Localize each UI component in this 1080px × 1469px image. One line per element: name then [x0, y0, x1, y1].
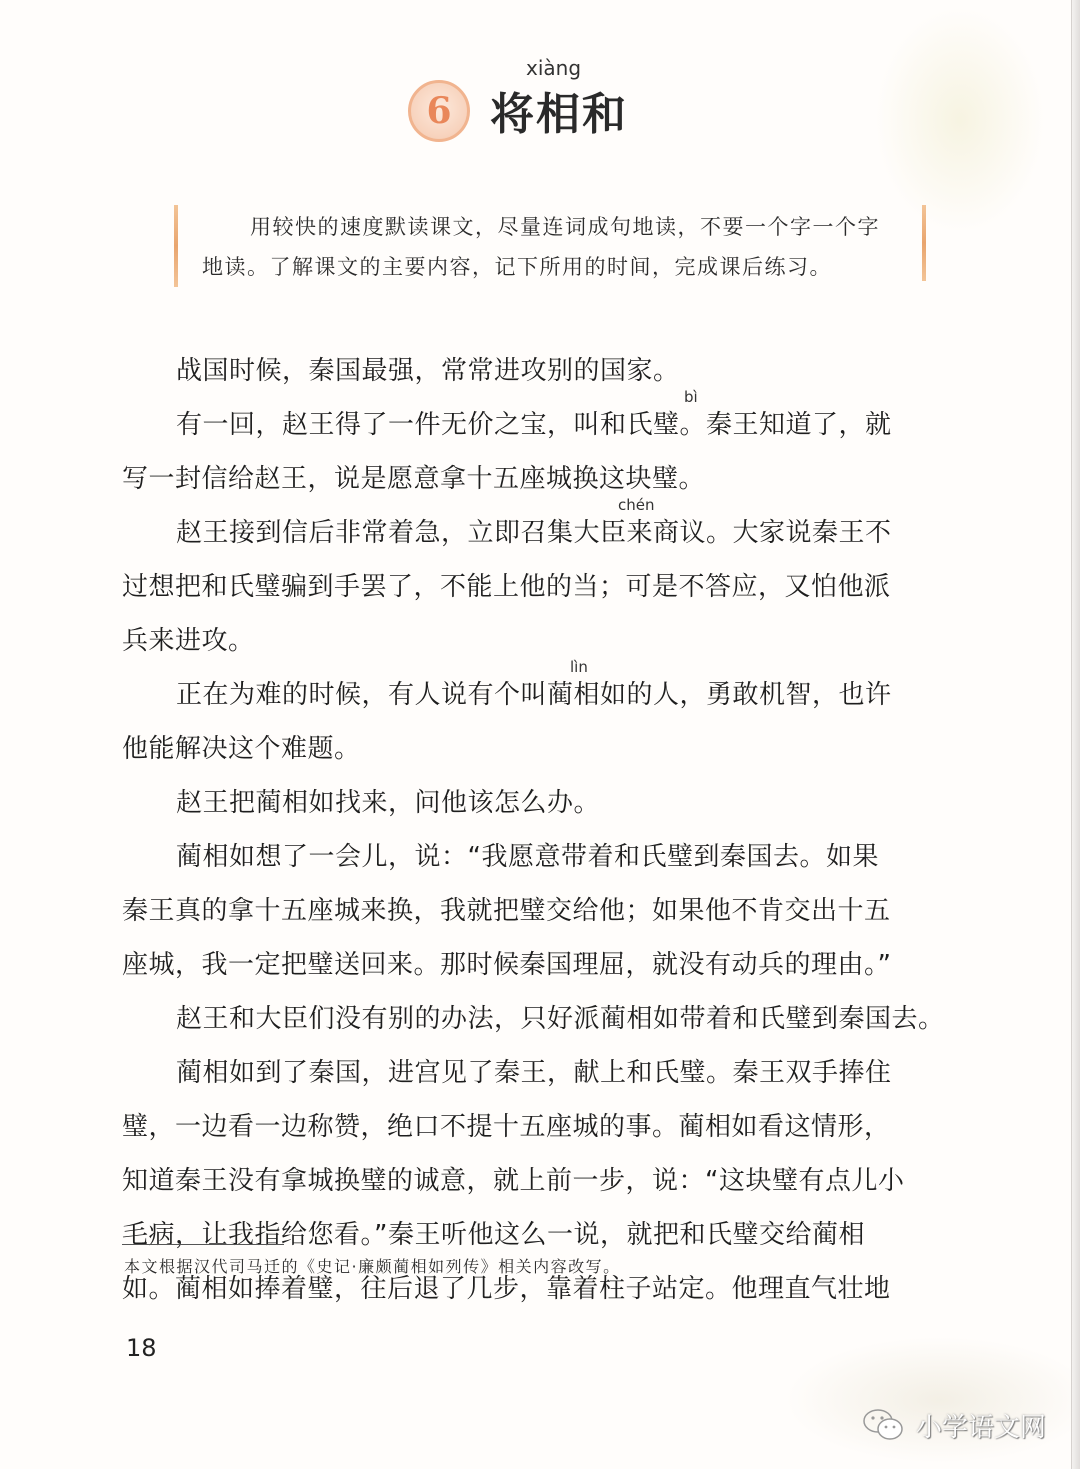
body-line-text: 毛病，让我指给您看。”秦王听他这么一说，就把和氏璧交给蔺相: [122, 1220, 865, 1250]
guide-line: 地读。了解课文的主要内容，记下所用的时间，完成课后练习。: [202, 255, 832, 279]
lesson-number: 6: [426, 90, 452, 132]
body-line-text: 座城，我一定把璧送回来。那时候秦国理屈，就没有动兵的理由。”: [122, 950, 892, 980]
body-line-text: 知道秦王没有拿城换璧的诚意，就上前一步，说：“这块璧有点儿小: [122, 1166, 905, 1196]
body-line: [122, 388, 934, 452]
pinyin-annotation: chén: [618, 496, 655, 514]
wechat-icon: [862, 1408, 906, 1442]
body-line: [122, 1100, 934, 1154]
body-line: [122, 344, 934, 398]
body-line-text: 蔺相如到了秦国，进宫见了秦王，献上和氏璧。秦王双手捧住: [176, 1058, 892, 1088]
body-line: [122, 614, 934, 668]
body-line: [122, 1046, 934, 1100]
guide-line: 用较快的速度默读课文，尽量连词成句地读，不要一个字一个字: [250, 215, 880, 239]
body-line-text: 他能解决这个难题。: [122, 734, 361, 764]
lesson-body-text: [122, 344, 945, 1316]
watermark: [862, 1405, 1046, 1445]
body-line: [122, 1154, 934, 1208]
body-line-text: 写一封信给赵王，说是愿意拿十五座城换这块璧。: [122, 464, 706, 494]
lesson-header: [408, 56, 668, 156]
guide-bracket-left: [174, 205, 178, 287]
body-line: [122, 830, 934, 884]
body-line-text: 兵来进攻。: [122, 626, 255, 656]
body-line-text: 过想把和氏璧骗到手罢了，不能上他的当；可是不答应，又怕他派: [122, 572, 891, 602]
body-line-text: 赵王接到信后非常着急，立即召集大臣来商议。大家说秦王不: [176, 518, 892, 548]
lesson-title: 将相和: [490, 89, 628, 140]
page-number: 18: [126, 1334, 157, 1362]
body-line-text: 正在为难的时候，有人说有个叫蔺相如的人，勇敢机智，也许: [176, 680, 892, 710]
footnote-divider: [122, 1244, 284, 1245]
body-line-text: 秦王真的拿十五座城来换，我就把璧交给他；如果他不肯交出十五: [122, 896, 891, 926]
guide-text: [204, 207, 904, 287]
body-line: [122, 884, 934, 938]
body-line-text: 赵王和大臣们没有别的办法，只好派蔺相如带着和氏璧到秦国去。: [176, 1004, 945, 1034]
body-line: [122, 776, 934, 830]
lesson-number-badge: [408, 80, 470, 142]
guide-bracket-right: [922, 205, 926, 281]
body-line-text: 战国时候，秦国最强，常常进攻别的国家。: [176, 356, 680, 386]
footnote: 本文根据汉代司马迁的《史记·廉颇蔺相如列传》相关内容改写。: [124, 1257, 621, 1276]
pinyin-annotation: lìn: [570, 658, 588, 676]
body-line-text: 璧，一边看一边称赞，绝口不提十五座城的事。蔺相如看这情形，: [122, 1112, 891, 1142]
body-line: [122, 658, 934, 722]
watermark-text: 小学语文网: [916, 1412, 1047, 1443]
body-line: [122, 560, 934, 614]
title-pinyin: xiàng: [526, 56, 582, 80]
body-line: [122, 496, 934, 560]
body-line-text: 蔺相如想了一会儿，说：“我愿意带着和氏璧到秦国去。如果: [176, 842, 879, 872]
body-line: [122, 938, 934, 992]
page-edge: [1071, 0, 1080, 1469]
body-line-text: 如。蔺相如捧着璧，往后退了几步，靠着柱子站定。他理直气壮地: [122, 1274, 891, 1304]
body-line-text: 赵王把蔺相如找来，问他该怎么办。: [176, 788, 601, 818]
reading-guide: [174, 205, 926, 287]
body-line: [122, 992, 945, 1046]
body-line: [122, 452, 934, 506]
body-line: [122, 722, 934, 776]
pinyin-annotation: bì: [684, 388, 698, 406]
body-line-text: 有一回，赵王得了一件无价之宝，叫和氏璧。秦王知道了，就: [176, 410, 892, 440]
